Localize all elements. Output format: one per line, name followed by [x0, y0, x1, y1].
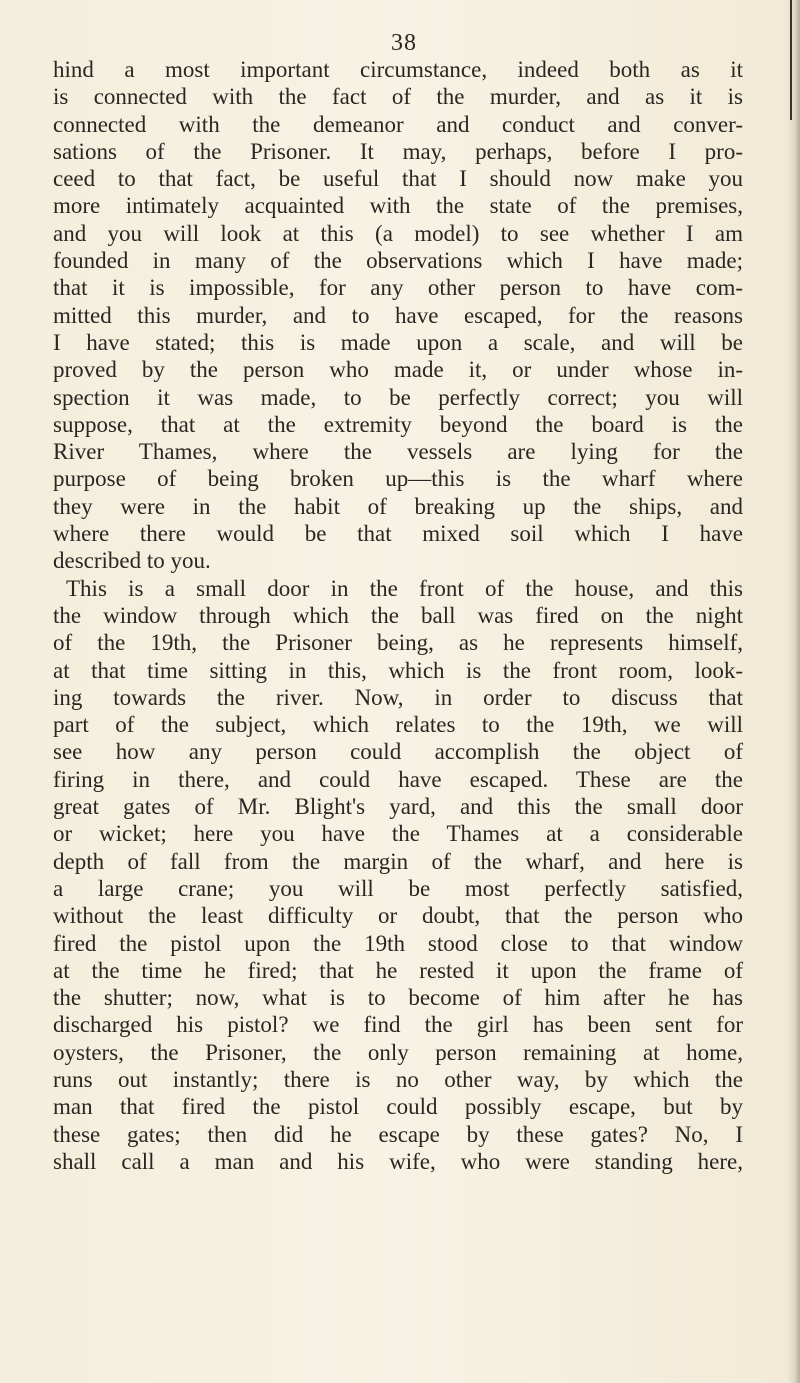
page-edge-line [790, 0, 792, 120]
text-line-paragraph-end: described to you. [53, 548, 211, 574]
body-text [53, 56, 743, 1175]
text-line: fired the pistol upon the 19th stood close to that window [53, 930, 743, 956]
text-line: see how any person could accomplish the object of [53, 739, 743, 765]
text-line: purpose of being broken up—this is the wharf where [53, 466, 743, 492]
text-line: they were in the habit of breaking up the ships, and [53, 493, 743, 519]
text-line: of the 19th, the Prisoner being, as he represents himself, [53, 630, 743, 656]
text-line: ing towards the river. Now, in order to discuss that [53, 684, 743, 710]
text-line: discharged his pistol? we find the girl has been sent for [53, 1012, 743, 1038]
text-line: founded in many of the observations which I have made; [53, 248, 743, 274]
text-line: is connected with the fact of the murder, and as it is [53, 84, 743, 110]
text-line: man that fired the pistol could possibly escape, but by [53, 1094, 743, 1120]
text-line: spection it was made, to be perfectly correct; you will [53, 384, 743, 410]
text-line: ceed to that fact, be useful that I should now make you [53, 166, 743, 192]
text-line: River Thames, where the vessels are lying for the [53, 439, 743, 465]
text-line: depth of fall from the margin of the wharf, and here is [53, 848, 743, 874]
text-line: or wicket; here you have the Thames at a considerable [53, 821, 743, 847]
text-line: hind a most important circumstance, indeed both as it [53, 57, 743, 82]
text-line: I have stated; this is made upon a scale, and will be [53, 329, 743, 355]
text-line: a large crane; you will be most perfectly satisfied, [53, 875, 743, 901]
text-line: more intimately acquainted with the state of the premises, [53, 193, 743, 219]
text-line-paragraph-start: This is a small door in the front of the house, and this [66, 575, 743, 601]
text-line: suppose, that at the extremity beyond the board is the [53, 411, 743, 437]
page-gutter-shadow [786, 0, 800, 1383]
text-line: shall call a man and his wife, who were standing here, [53, 1148, 743, 1174]
text-line: the shutter; now, what is to become of him after he has [53, 985, 743, 1011]
text-line: great gates of Mr. Blight's yard, and this the small door [53, 794, 743, 820]
text-line: these gates; then did he escape by these gates? No, I [53, 1121, 743, 1147]
text-line: runs out instantly; there is no other way, by which the [53, 1066, 743, 1092]
text-line: connected with the demeanor and conduct and conver- [53, 111, 743, 137]
text-line: where there would be that mixed soil which I have [53, 521, 743, 547]
text-line: sations of the Prisoner. It may, perhaps, before I pro- [53, 138, 743, 164]
text-line: without the least difficulty or doubt, that the person who [53, 903, 743, 929]
text-line: proved by the person who made it, or under whose in- [53, 357, 743, 383]
text-line: oysters, the Prisoner, the only person remaining at home, [53, 1039, 743, 1065]
text-line: and you will look at this (a model) to see whether I am [53, 220, 743, 246]
text-line: mitted this murder, and to have escaped, for the reasons [53, 302, 743, 328]
text-line: at that time sitting in this, which is the front room, look- [53, 657, 743, 683]
text-line: at the time he fired; that he rested it upon the frame of [53, 957, 743, 983]
text-line: the window through which the ball was fired on the night [53, 602, 743, 628]
text-line: part of the subject, which relates to the 19th, we will [53, 712, 743, 738]
text-line: firing in there, and could have escaped. These are the [53, 766, 743, 792]
page-number: 38 [391, 30, 417, 56]
text-line: that it is impossible, for any other person to have com- [53, 275, 743, 301]
